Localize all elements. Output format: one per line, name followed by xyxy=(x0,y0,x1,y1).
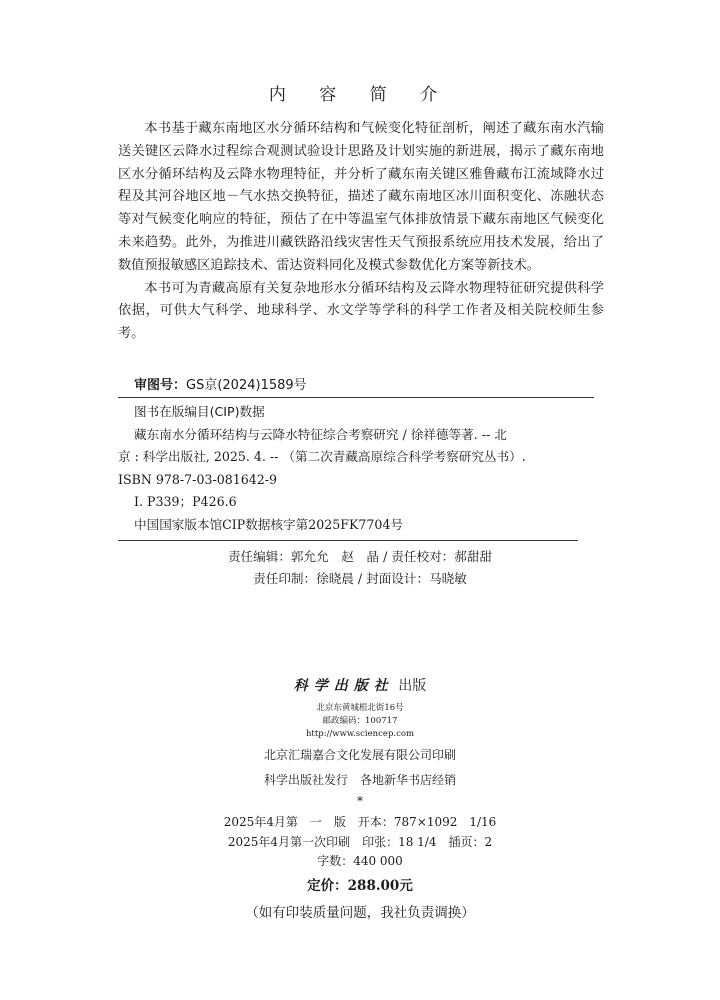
publisher-postcode: 邮政编码：100717 xyxy=(322,716,398,726)
credits xyxy=(0,546,720,590)
intro-paragraph-2: 本书可为青藏高原有关复杂地形水分循环结构及云降水物理特征研究提供科学依据，可供大气科学、地球科学、水文学等学科的科学工作者及相关院校师生参考。 xyxy=(118,280,604,342)
introduction xyxy=(118,118,604,346)
map-approval-number xyxy=(118,374,594,398)
cip-record: 中国国家版本馆CIP数据核字第2025FK7704号 xyxy=(134,516,404,532)
publisher-suffix: 出版 xyxy=(398,678,427,694)
approval-value: GS京(2024)1589号 xyxy=(186,378,307,393)
publisher-address: 北京东黄城根北街16号 xyxy=(316,703,404,713)
page-title: 内 容 简 介 xyxy=(268,85,452,105)
cip-isbn: ISBN 978-7-03-081642-9 xyxy=(118,471,278,487)
credits-line-1: 责任编辑：郭允允 赵 晶 / 责任校对：郝甜甜 xyxy=(227,549,493,564)
printer: 北京汇瑞嘉合文化发展有限公司印刷 xyxy=(263,748,456,762)
credits-line-2: 责任印制：徐晓晨 / 封面设计：马晓敏 xyxy=(253,571,467,586)
intro-paragraph-1: 本书基于藏东南地区水分循环结构和气候变化特征剖析，阐述了藏东南水汽输送关键区云降水过程综合观测试验设计思路及计划实施的新进展，揭示了藏东南地区水分循环结构及云降水物理特征，并分析了藏东南关键区雅鲁藏布江流域降水过程及其河谷地区地－气水热交换特征，描述了藏东南地区冰川面积变化、冻融状态等对气候变化响应的特征，预估了在中等温室气体排放情景下藏东南地区气候变化未来趋势。此外，为推进川藏铁路沿线灾害性天气预报系统应用技术发展，给出了数值预报敏感区追踪技术、雷达资料同化及模式参数优化方案等新技术。 xyxy=(118,121,604,273)
edition-line-1: 2025年4月第 一 版 开本：787×1092 1/16 xyxy=(223,815,497,829)
separator-asterisk: * xyxy=(357,794,363,808)
cip-line-1: 藏东南水分循环结构与云降水特征综合考察研究 / 徐祥德等著. -- 北 xyxy=(134,426,507,442)
publisher-logo: 科学出版社 xyxy=(293,678,394,694)
approval-label: 审图号： xyxy=(134,378,187,393)
cip-classification: Ⅰ. P339；P426.6 xyxy=(134,494,237,509)
distribution: 科学出版社发行 各地新华书店经销 xyxy=(263,773,456,787)
cip-heading: 图书在版编目(CIP)数据 xyxy=(134,404,265,419)
cip-line-2: 京 : 科学出版社, 2025. 4. -- （第二次青藏高原综合科学考察研究丛书）. xyxy=(118,449,526,464)
price: 定价：288.00元 xyxy=(307,878,413,894)
quality-note: （如有印装质量问题，我社负责调换） xyxy=(245,905,475,921)
edition-line-2: 2025年4月第一次印刷 印张：18 1/4 插页：2 xyxy=(227,835,493,849)
publisher xyxy=(0,675,720,695)
word-count: 字数：440 000 xyxy=(317,854,403,868)
cip-data-block xyxy=(118,401,578,541)
publisher-url: http://www.sciencep.com xyxy=(305,729,415,739)
